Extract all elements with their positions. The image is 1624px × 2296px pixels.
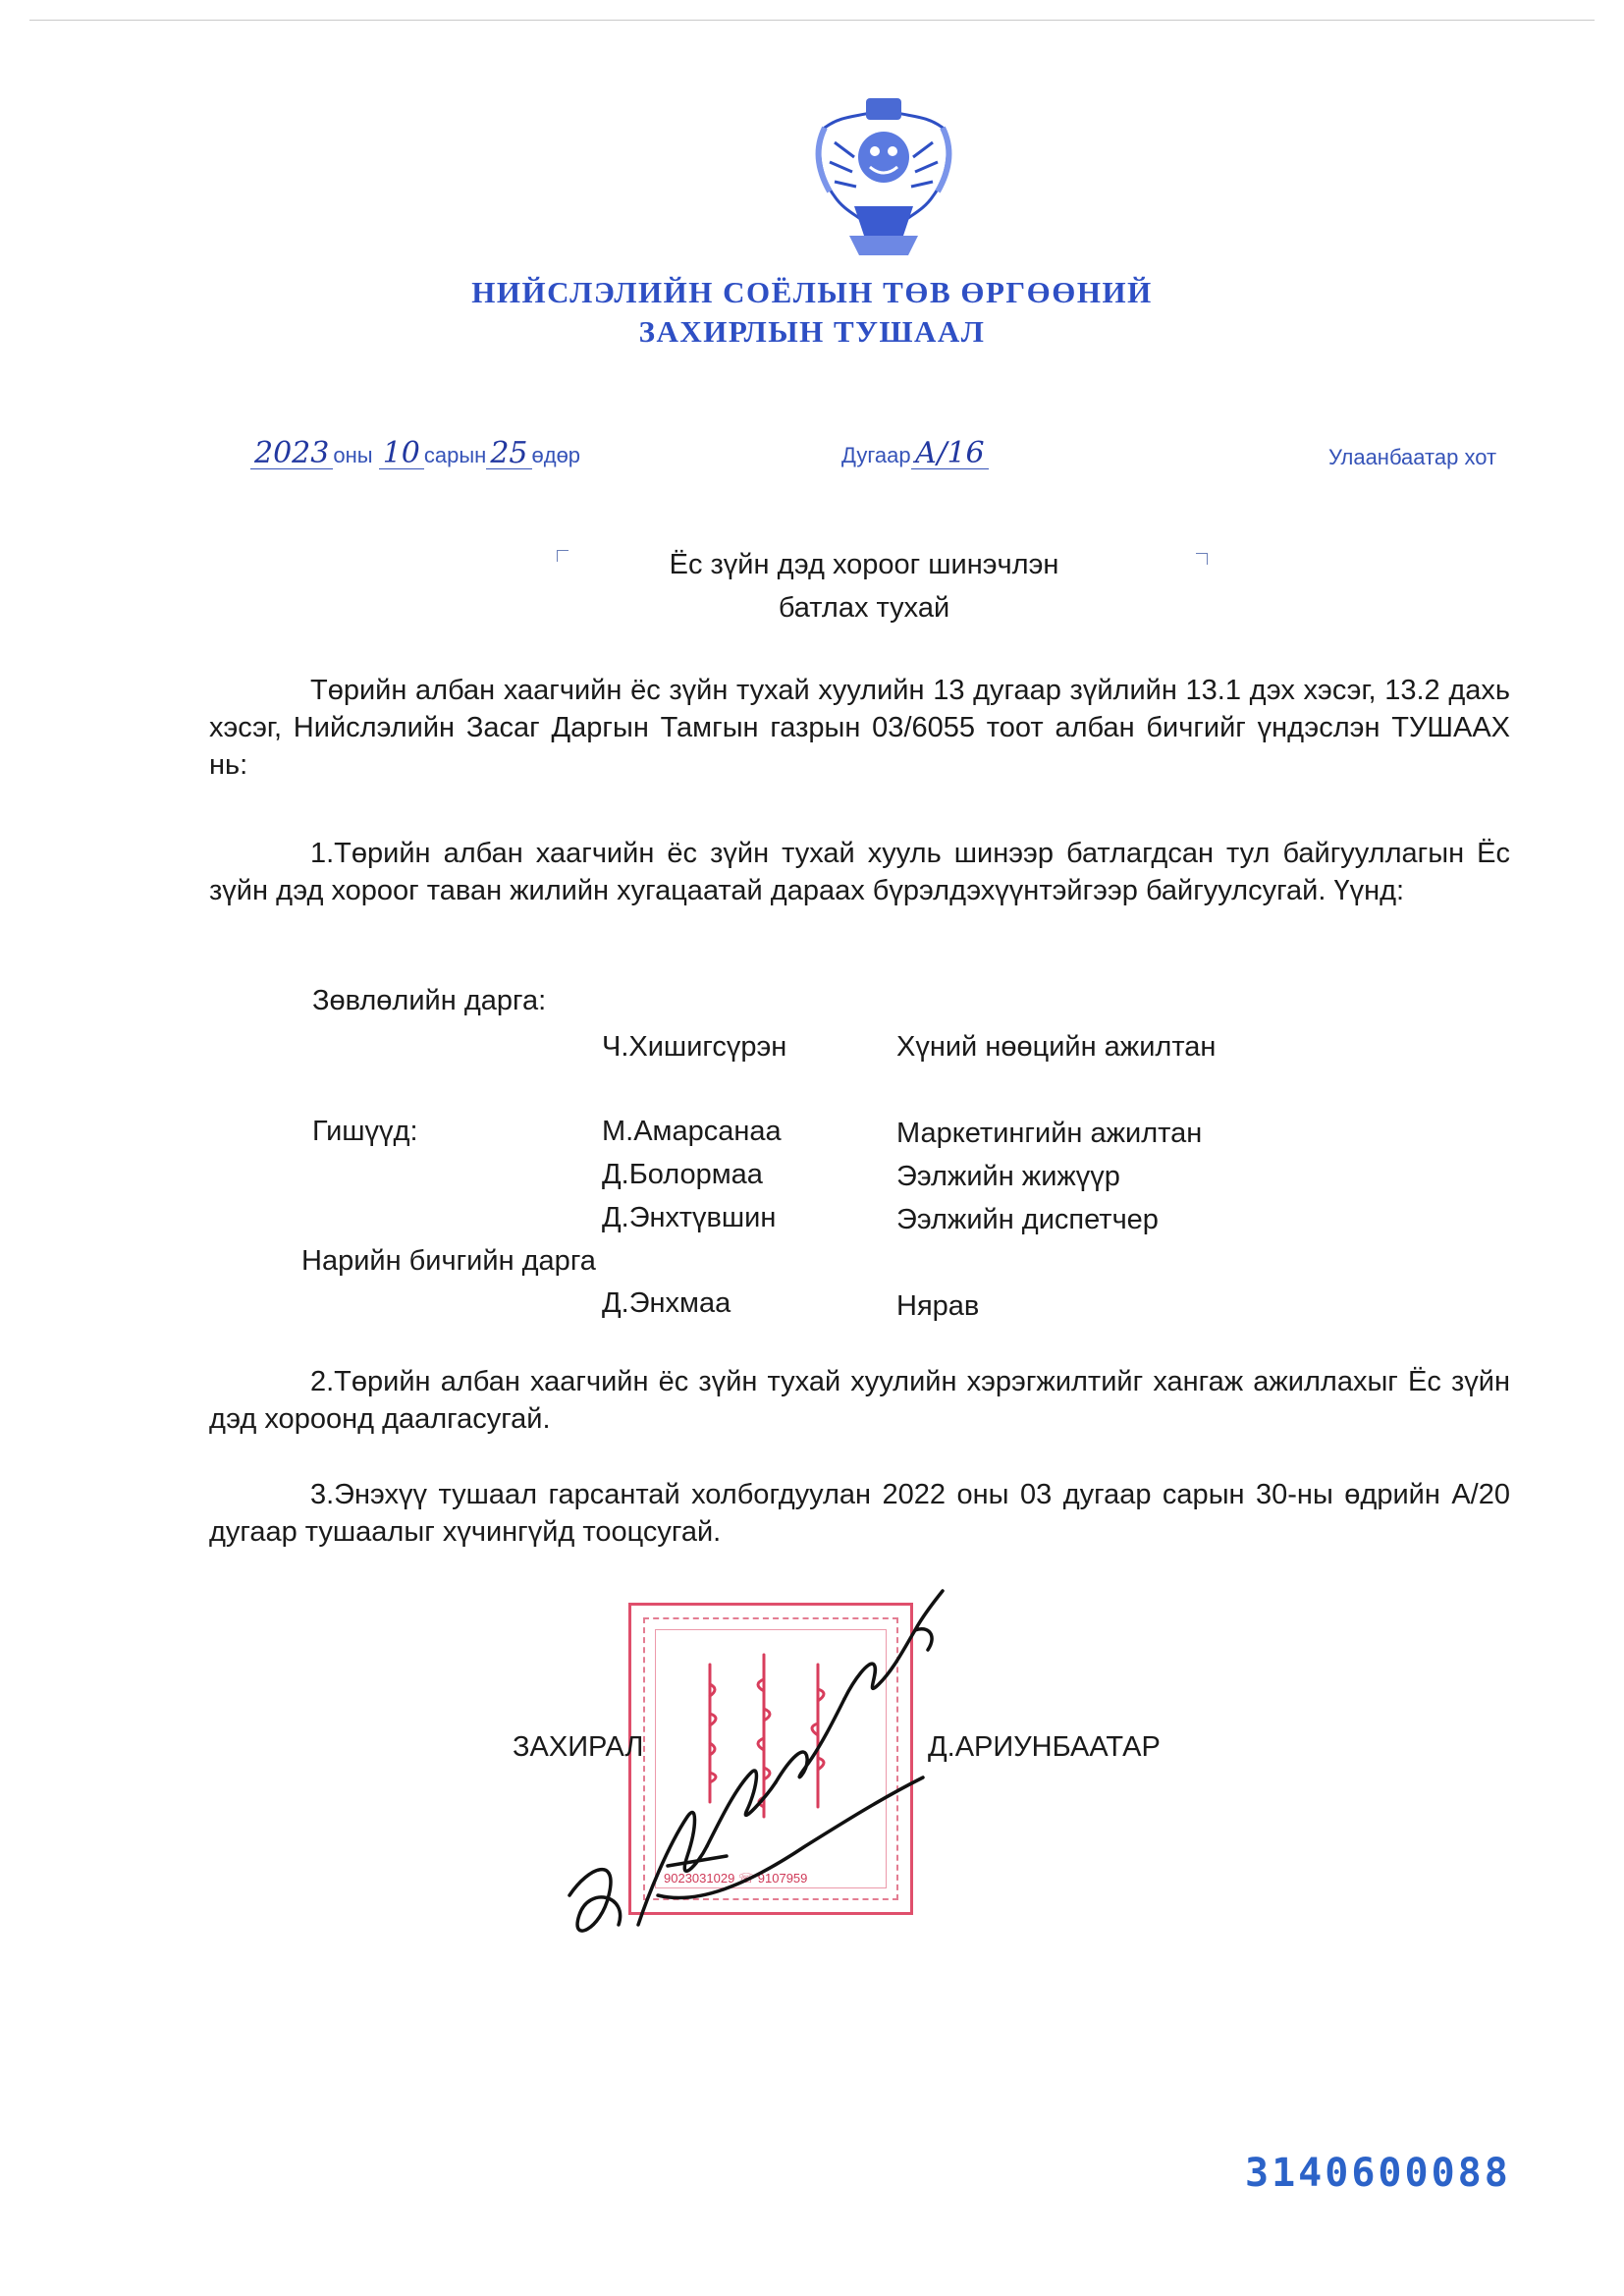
month-suffix: сарын <box>423 443 487 467</box>
title-line2: батлах тухай <box>778 592 950 624</box>
chair-role: Хүний нөөцийн ажилтан <box>896 1031 1217 1063</box>
year-suffix: оны <box>333 443 373 467</box>
title-line1: Ёс зүйн дэд хороог шинэчлэн <box>669 549 1059 580</box>
chair-name: Ч.Хишигсүрэн <box>602 1031 787 1063</box>
member-role: Ээлжийн диспетчер <box>896 1204 1159 1235</box>
member-role: Ээлжийн жижүүр <box>896 1161 1120 1192</box>
org-name-line1: НИЙСЛЭЛИЙН СОЁЛЫН ТӨВ ӨРГӨӨНИЙ <box>471 275 1153 309</box>
secretary-name: Д.Энхмаа <box>602 1287 731 1319</box>
member-name: М.Амарсанаа <box>602 1116 782 1147</box>
secretary-label: Нарийн бичгийн дарга <box>301 1245 596 1277</box>
coat-of-arms-emblem <box>805 88 962 265</box>
day-suffix: өдөр <box>531 443 581 467</box>
year-handwritten: 2023 <box>250 439 333 469</box>
order-number-handwritten: А/16 <box>911 439 989 469</box>
secretary-role: Нярав <box>896 1290 980 1322</box>
number-label: Дугаар <box>841 443 911 467</box>
item3-paragraph: 3.Энэхүү тушаал гарсантай холбогдуулан 2022 оны 03 дугаар сарын 30-ны өдрийн А/20 дугаар тушаалыг хүчингүйд тооцсугай. <box>209 1479 1510 1548</box>
item2-paragraph: 2.Төрийн албан хаагчийн ёс зүйн тухай хуулийн хэрэгжилтийг хангаж ажиллахыг Ёс зүйн дэд хороонд даалгасугай. <box>209 1366 1510 1435</box>
member-name: Д.Энхтүвшин <box>602 1202 777 1233</box>
director-title: ЗАХИРАЛ <box>513 1731 644 1763</box>
scan-edge-line <box>29 20 1595 21</box>
stamp-registration-number: 9023031029 ☏ 9107959 <box>664 1871 808 1886</box>
chair-label: Зөвлөлийн дарга: <box>312 985 547 1016</box>
document-serial-number: 3140600088 <box>1245 2151 1511 2196</box>
intro-paragraph: Төрийн албан хаагчийн ёс зүйн тухай хуулийн 13 дугаар зүйлийн 13.1 дэх хэсэг, 13.2 дахь хэсэг, Нийслэлийн Засаг Даргын Тамгын газрын 03/6055 тоот албан бичгийг үндэслэн ТУШААХ нь: <box>209 675 1510 781</box>
handwritten-signature <box>550 1571 962 1994</box>
month-handwritten: 10 <box>379 439 424 469</box>
org-name-line2: ЗАХИРЛЫН ТУШААЛ <box>638 314 986 349</box>
members-label: Гишүүд: <box>312 1116 418 1147</box>
member-role: Маркетингийн ажилтан <box>896 1118 1203 1149</box>
date-field <box>250 436 581 470</box>
director-name: Д.АРИУНБААТАР <box>928 1731 1161 1763</box>
day-handwritten: 25 <box>486 439 531 469</box>
order-number-field <box>841 436 989 470</box>
member-name: Д.Болормаа <box>602 1159 763 1190</box>
item1-paragraph: 1.Төрийн албан хаагчийн ёс зүйн тухай хууль шинээр батлагдсан тул байгууллагын Ёс зүйн дэд хороог таван жилийн хугацаатай дараах бүрэлдэхүүнтэйгээр байгуулсугай. Үүнд: <box>209 838 1510 906</box>
city-label: Улаанбаатар хот <box>1328 445 1497 469</box>
